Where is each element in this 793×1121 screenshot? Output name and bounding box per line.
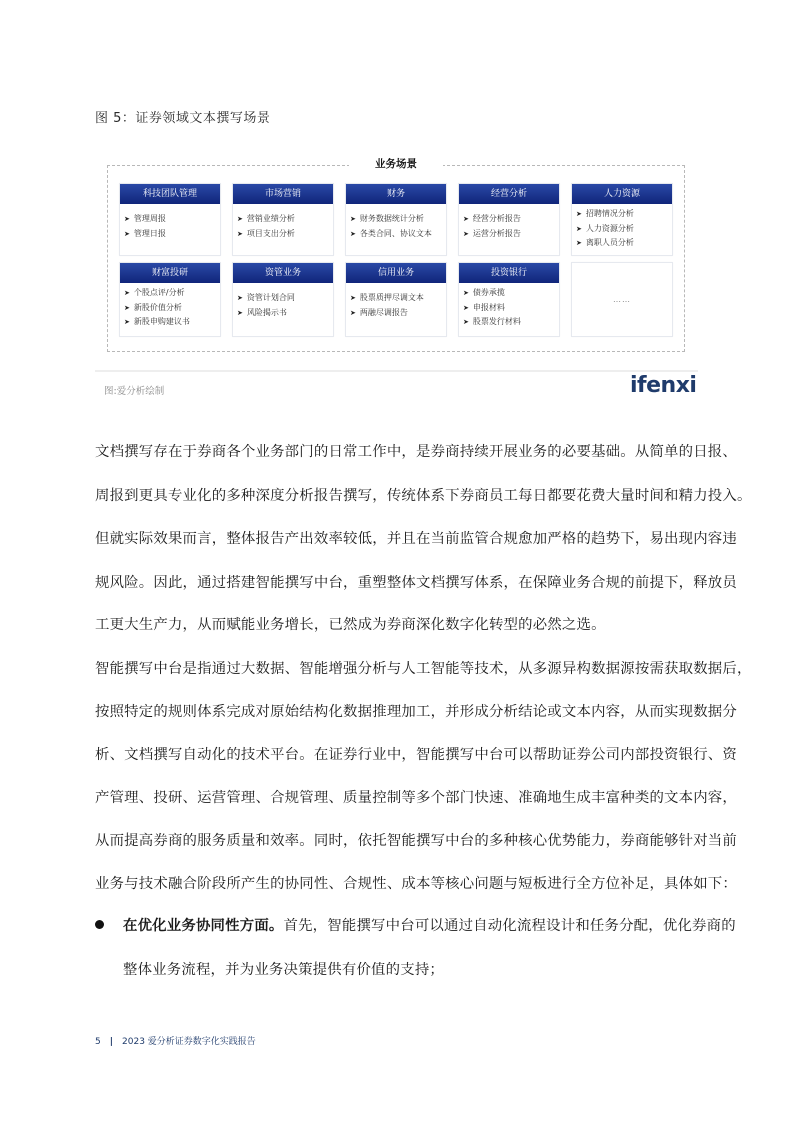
page-footer <box>95 1034 256 1047</box>
card-item-label: 管理周报 <box>133 214 166 223</box>
scenario-card <box>232 183 334 256</box>
card-item <box>463 315 555 330</box>
report-title: 2023 爱分析证券数字化实践报告 <box>122 1037 256 1047</box>
card-title: 经营分析 <box>459 184 559 204</box>
card-item <box>463 301 555 316</box>
card-item-label: 个股点评/分析 <box>133 288 185 297</box>
arrow-bullet-icon: ➤ <box>124 215 130 223</box>
diagram-title: 业务场景 <box>349 156 443 171</box>
paragraph-2-line: 智能撰写中台是指通过大数据、智能增强分析与人工智能等技术，从多源异构数据源按需获取数据后， <box>95 661 752 677</box>
footer-separator: | <box>109 1037 114 1047</box>
arrow-bullet-icon: ➤ <box>463 229 469 238</box>
more-placeholder: …… <box>613 295 631 304</box>
card-item <box>350 291 442 306</box>
card-item <box>463 286 555 301</box>
bullet-icon <box>95 920 104 929</box>
arrow-bullet-icon: ➤ <box>463 303 469 312</box>
card-item <box>124 315 216 330</box>
scenario-card <box>345 183 447 256</box>
card-item <box>237 291 329 306</box>
card-item-label: 资管计划合同 <box>246 293 295 302</box>
card-item-label: 营销业绩分析 <box>246 214 295 223</box>
scenario-card <box>458 262 560 337</box>
paragraph-2-line: 按照特定的规则体系完成对原始结构化数据推理加工，并形成分析结论或文本内容，从而实现数据分 <box>95 704 737 720</box>
card-item <box>124 227 216 242</box>
paragraph-2-line: 业务与技术融合阶段所产生的协同性、合规性、成本等核心问题与短板进行全方位补足，具体如下： <box>95 876 737 892</box>
divider <box>95 370 698 372</box>
card-item <box>463 227 555 242</box>
card-title: 财富投研 <box>120 263 220 283</box>
card-item-label: 财务数据统计分析 <box>359 214 424 223</box>
card-item <box>350 212 442 227</box>
card-item <box>124 301 216 316</box>
figure-source: 图:爱分析绘制 <box>104 386 165 397</box>
bullet-text: 首先，智能撰写中台可以通过自动化流程设计和任务分配，优化券商的 <box>283 918 736 934</box>
arrow-bullet-icon: ➤ <box>576 224 582 233</box>
card-item-label: 人力资源分析 <box>585 223 634 233</box>
scenario-card <box>458 183 560 256</box>
logo-text: ifenxi <box>630 373 697 398</box>
arrow-bullet-icon: ➤ <box>576 239 582 247</box>
card-item-label: 股票发行材料 <box>472 317 521 326</box>
arrow-bullet-icon: ➤ <box>124 229 130 238</box>
card-title: 资管业务 <box>233 263 333 283</box>
scenario-card <box>571 262 673 337</box>
card-item-label: 新股申购建议书 <box>133 317 190 326</box>
paragraph-2-line: 析、文档撰写自动化的技术平台。在证券行业中，智能撰写中台可以帮助证券公司内部投资银行、资 <box>95 747 737 763</box>
paragraph-1-line: 规风险。因此，通过搭建智能撰写中台，重塑整体文档撰写体系，在保障业务合规的前提下，释放员 <box>95 575 737 591</box>
scenario-card <box>119 183 221 256</box>
card-item-label: 债券承揽 <box>472 288 505 297</box>
card-item <box>576 222 668 237</box>
paragraph-1-line: 但就实际效果而言，整体报告产出效率较低，并且在当前监管合规愈加严格的趋势下，易出现内容违 <box>95 531 737 547</box>
arrow-bullet-icon: ➤ <box>124 318 130 326</box>
card-item-label: 经营分析报告 <box>472 214 521 223</box>
card-item <box>350 227 442 242</box>
paragraph-2-line: 产管理、投研、运营管理、合规管理、质量控制等多个部门快速、准确地生成丰富种类的文本内容， <box>95 790 737 806</box>
arrow-bullet-icon: ➤ <box>350 229 356 238</box>
paragraph-2-line: 从而提高券商的服务质量和效率。同时，依托智能撰写中台的多种核心优势能力，券商能够针对当前 <box>95 833 737 849</box>
arrow-bullet-icon: ➤ <box>576 210 582 218</box>
arrow-bullet-icon: ➤ <box>237 294 243 302</box>
card-item-label: 风险揭示书 <box>246 307 287 317</box>
arrow-bullet-icon: ➤ <box>350 308 356 317</box>
arrow-bullet-icon: ➤ <box>350 215 356 223</box>
arrow-bullet-icon: ➤ <box>463 318 469 326</box>
scenario-card <box>119 262 221 337</box>
card-title: 人力资源 <box>572 184 672 204</box>
page-number: 5 <box>95 1037 101 1047</box>
arrow-bullet-icon: ➤ <box>237 229 243 238</box>
scenario-card <box>345 262 447 337</box>
arrow-bullet-icon: ➤ <box>237 215 243 223</box>
scenario-card <box>571 183 673 256</box>
card-item <box>237 212 329 227</box>
card-item <box>576 236 668 251</box>
card-item-label: 管理日报 <box>133 228 166 238</box>
card-item-label: 各类合同、协议文本 <box>359 228 432 238</box>
arrow-bullet-icon: ➤ <box>463 289 469 297</box>
card-item-label: 招聘情况分析 <box>585 209 634 218</box>
arrow-bullet-icon: ➤ <box>237 308 243 317</box>
card-title: 投资银行 <box>459 263 559 283</box>
card-item-label: 项目支出分析 <box>246 228 295 238</box>
paragraph-1-line: 工更大生产力，从而赋能业务增长，已然成为券商深化数字化转型的必然之选。 <box>95 617 606 633</box>
card-item <box>463 212 555 227</box>
figure-caption: 图 5：证券领域文本撰写场景 <box>95 111 271 126</box>
card-title: 市场营销 <box>233 184 333 204</box>
bullet-line-1 <box>123 914 736 935</box>
card-item-label: 运营分析报告 <box>472 228 521 238</box>
card-item <box>237 227 329 242</box>
arrow-bullet-icon: ➤ <box>463 215 469 223</box>
paragraph-1-line: 周报到更具专业化的多种深度分析报告撰写，传统体系下券商员工每日都要花费大量时间和精力投入。 <box>95 488 752 504</box>
card-item <box>350 306 442 321</box>
scenario-card <box>232 262 334 337</box>
card-item <box>576 207 668 222</box>
card-item-label: 新股价值分析 <box>133 302 182 312</box>
arrow-bullet-icon: ➤ <box>124 289 130 297</box>
card-item-label: 离职人员分析 <box>585 238 634 247</box>
card-item-label: 两融尽调报告 <box>359 307 408 317</box>
bullet-heading: 在优化业务协同性方面。 <box>123 918 284 934</box>
bullet-line-2: 整体业务流程，并为业务决策提供有价值的支持； <box>123 962 444 978</box>
card-title: 信用业务 <box>346 263 446 283</box>
card-item-label: 申报材料 <box>472 302 505 312</box>
card-item-label: 股票质押尽调文本 <box>359 293 424 302</box>
ifenxi-logo <box>630 373 696 398</box>
card-item <box>124 212 216 227</box>
card-item <box>124 286 216 301</box>
card-title: 科技团队管理 <box>120 184 220 204</box>
paragraph-1-line: 文档撰写存在于券商各个业务部门的日常工作中，是券商持续开展业务的必要基础。从简单的日报、 <box>95 444 737 460</box>
arrow-bullet-icon: ➤ <box>350 294 356 302</box>
card-title: 财务 <box>346 184 446 204</box>
arrow-bullet-icon: ➤ <box>124 303 130 312</box>
card-item <box>237 306 329 321</box>
